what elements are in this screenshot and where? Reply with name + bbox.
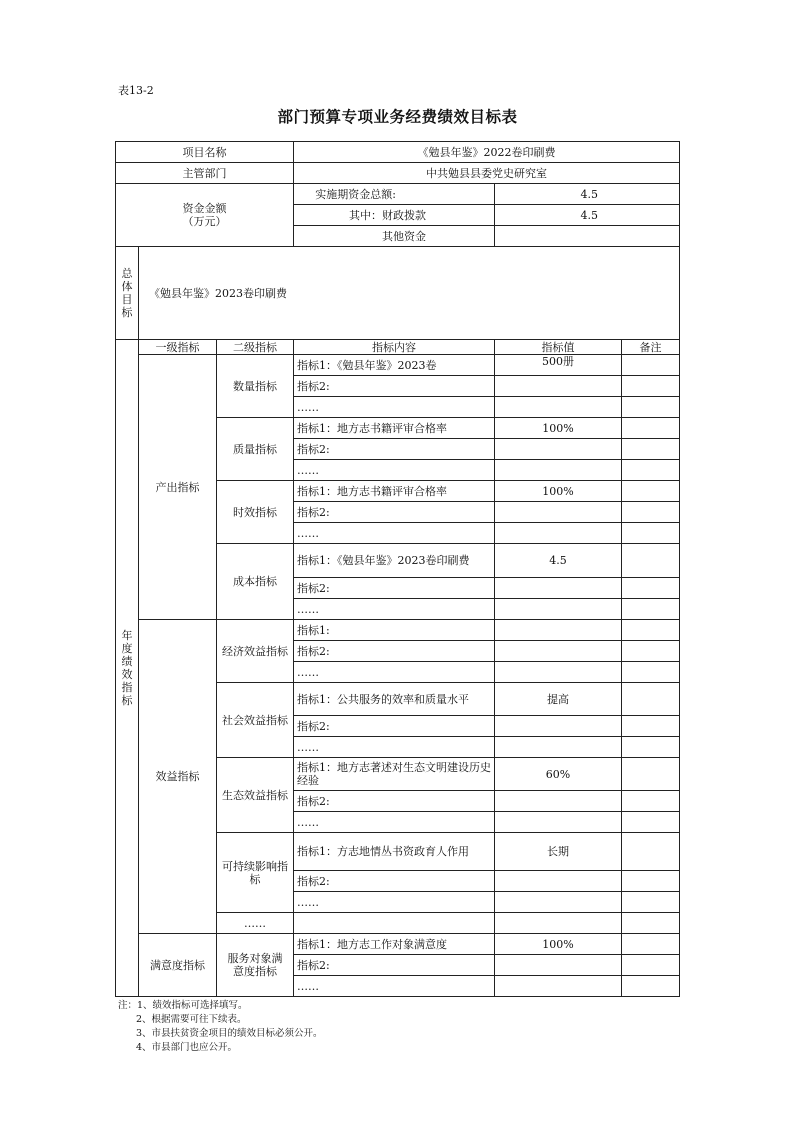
- indicator-note: [622, 812, 680, 833]
- row-project-name: [116, 142, 680, 163]
- indicator-value: [495, 716, 622, 737]
- table-code: 表13-2: [118, 84, 154, 97]
- other-funds-label: 其他资金: [294, 226, 495, 247]
- indicator-content: 指标1：公共服务的效率和质量水平: [294, 683, 495, 716]
- overall-goal-text: 《勉县年鉴》2023卷印刷费: [139, 247, 680, 340]
- indicator-content: 指标2:: [294, 641, 495, 662]
- indicator-value: [495, 737, 622, 758]
- indicator-content: ……: [294, 460, 495, 481]
- indicator-value: [495, 523, 622, 544]
- department-value: 中共勉县县委党史研究室: [294, 163, 680, 184]
- benefit-indicators-label: 效益指标: [139, 620, 217, 934]
- indicator-content: 指标1：地方志工作对象满意度: [294, 934, 495, 955]
- table-row: [116, 934, 680, 955]
- indicator-content: 指标2:: [294, 716, 495, 737]
- project-name-value: 《勉县年鉴》2022卷印刷费: [294, 142, 680, 163]
- indicator-note: [622, 871, 680, 892]
- indicator-content: ……: [294, 523, 495, 544]
- indicator-note: [622, 502, 680, 523]
- col-content: 指标内容: [294, 340, 495, 355]
- indicator-value: [495, 397, 622, 418]
- quality-indicator-label: 质量指标: [217, 418, 294, 481]
- indicator-note: [622, 641, 680, 662]
- page-title: 部门预算专项业务经费绩效目标表: [277, 107, 518, 126]
- indicator-content: 指标1：方志地情丛书资政育人作用: [294, 833, 495, 871]
- col-level1: 一级指标: [139, 340, 217, 355]
- indicator-note: [622, 620, 680, 641]
- indicator-content: 指标2:: [294, 791, 495, 812]
- indicator-note: [622, 976, 680, 997]
- performance-target-table: [115, 141, 680, 997]
- indicator-content: ……: [294, 812, 495, 833]
- indicator-value: [495, 871, 622, 892]
- indicator-content: 指标1：《勉县年鉴》2023卷: [294, 355, 495, 376]
- indicator-note: [622, 955, 680, 976]
- indicator-value: [495, 791, 622, 812]
- indicator-content: 指标1：地方志著述对生态文明建设历史经验: [294, 758, 495, 791]
- indicator-note: [622, 439, 680, 460]
- indicator-content: 指标2:: [294, 871, 495, 892]
- indicator-note: [622, 758, 680, 791]
- fiscal-funds-value: 4.5: [495, 205, 680, 226]
- indicator-note: [622, 892, 680, 913]
- total-funds-value: 4.5: [495, 184, 680, 205]
- ecological-indicator-label: 生态效益指标: [217, 758, 294, 833]
- indicator-content: 指标1：地方志书籍评审合格率: [294, 418, 495, 439]
- indicator-content: ……: [294, 976, 495, 997]
- footnotes: [118, 999, 323, 1055]
- indicator-content: ……: [294, 662, 495, 683]
- indicator-note: [622, 544, 680, 578]
- indicator-note: [622, 397, 680, 418]
- indicator-value: 100%: [495, 934, 622, 955]
- indicator-value: 100%: [495, 418, 622, 439]
- funds-label: [116, 184, 294, 247]
- indicator-note: [622, 460, 680, 481]
- indicator-content: 指标1：地方志书籍评审合格率: [294, 481, 495, 502]
- indicator-value: [495, 620, 622, 641]
- indicator-note: [622, 791, 680, 812]
- social-indicator-label: 社会效益指标: [217, 683, 294, 758]
- col-value: 指标值: [495, 340, 622, 355]
- indicator-note: [622, 481, 680, 502]
- indicator-note: [622, 376, 680, 397]
- indicator-value: [495, 641, 622, 662]
- indicator-content: ……: [294, 397, 495, 418]
- indicator-value: 500册: [495, 355, 622, 376]
- indicator-value: [495, 460, 622, 481]
- economic-indicator-label: 经济效益指标: [217, 620, 294, 683]
- table-row: [116, 620, 680, 641]
- indicator-content: ……: [294, 599, 495, 620]
- funds-label-text: 资金金额: [182, 202, 227, 215]
- row-department: [116, 163, 680, 184]
- indicator-value: [495, 439, 622, 460]
- indicator-content: 指标1：《勉县年鉴》2023卷印刷费: [294, 544, 495, 578]
- indicator-value: 提高: [495, 683, 622, 716]
- indicator-content: 指标2:: [294, 955, 495, 976]
- indicator-content: ……: [294, 892, 495, 913]
- indicator-value: [495, 376, 622, 397]
- footnote: 3、市县扶贫资金项目的绩效目标必须公开。: [136, 1028, 323, 1039]
- row-indicator-header: [116, 340, 680, 355]
- indicator-value: [495, 913, 622, 934]
- indicator-content: [294, 913, 495, 934]
- indicator-value: [495, 578, 622, 599]
- row-overall-goal: [116, 247, 680, 340]
- indicator-value: [495, 599, 622, 620]
- indicator-content: 指标2:: [294, 376, 495, 397]
- timeliness-indicator-label: 时效指标: [217, 481, 294, 544]
- cost-indicator-label: 成本指标: [217, 544, 294, 620]
- indicator-note: [622, 578, 680, 599]
- indicator-value: [495, 892, 622, 913]
- department-label: 主管部门: [116, 163, 294, 184]
- indicator-note: [622, 523, 680, 544]
- overall-goal-label: 总体目标: [116, 247, 139, 340]
- row-funds-total: [116, 184, 680, 205]
- sustainable-indicator-label: 可持续影响指标: [217, 833, 294, 913]
- indicator-content: 指标2:: [294, 502, 495, 523]
- indicator-content: ……: [294, 737, 495, 758]
- footnote: 注：1、绩效指标可选择填写。: [118, 1000, 248, 1011]
- footnote: 2、根据需要可往下续表。: [136, 1014, 247, 1025]
- indicator-note: [622, 737, 680, 758]
- funds-unit-text: （万元）: [182, 215, 227, 228]
- indicator-value: [495, 976, 622, 997]
- col-level2: 二级指标: [217, 340, 294, 355]
- service-satisfaction-label: 服务对象满意度指标: [217, 934, 294, 997]
- fiscal-funds-label: 其中：财政拨款: [294, 205, 495, 226]
- output-indicators-label: 产出指标: [139, 355, 217, 620]
- other-funds-value: [495, 226, 680, 247]
- indicator-value: [495, 812, 622, 833]
- annual-indicators-label: 年度绩效指标: [116, 340, 139, 997]
- indicator-note: [622, 418, 680, 439]
- satisfaction-indicators-label: 满意度指标: [139, 934, 217, 997]
- indicator-value: [495, 662, 622, 683]
- indicator-note: [622, 833, 680, 871]
- indicator-value: 60%: [495, 758, 622, 791]
- indicator-value: [495, 955, 622, 976]
- indicator-note: [622, 913, 680, 934]
- footnote: 4、市县部门也应公开。: [136, 1042, 238, 1053]
- benefit-ellipsis: ……: [217, 913, 294, 934]
- indicator-note: [622, 716, 680, 737]
- indicator-note: [622, 683, 680, 716]
- indicator-note: [622, 599, 680, 620]
- indicator-content: 指标2:: [294, 439, 495, 460]
- indicator-content: 指标1:: [294, 620, 495, 641]
- col-note: 备注: [622, 340, 680, 355]
- indicator-content: 指标2:: [294, 578, 495, 599]
- indicator-value: 长期: [495, 833, 622, 871]
- indicator-value: [495, 502, 622, 523]
- indicator-note: [622, 662, 680, 683]
- total-funds-label: 实施期资金总额:: [294, 184, 495, 205]
- project-name-label: 项目名称: [116, 142, 294, 163]
- indicator-note: [622, 355, 680, 376]
- indicator-value: 100%: [495, 481, 622, 502]
- indicator-value: 4.5: [495, 544, 622, 578]
- quantity-indicator-label: 数量指标: [217, 355, 294, 418]
- table-row: [116, 355, 680, 376]
- indicator-note: [622, 934, 680, 955]
